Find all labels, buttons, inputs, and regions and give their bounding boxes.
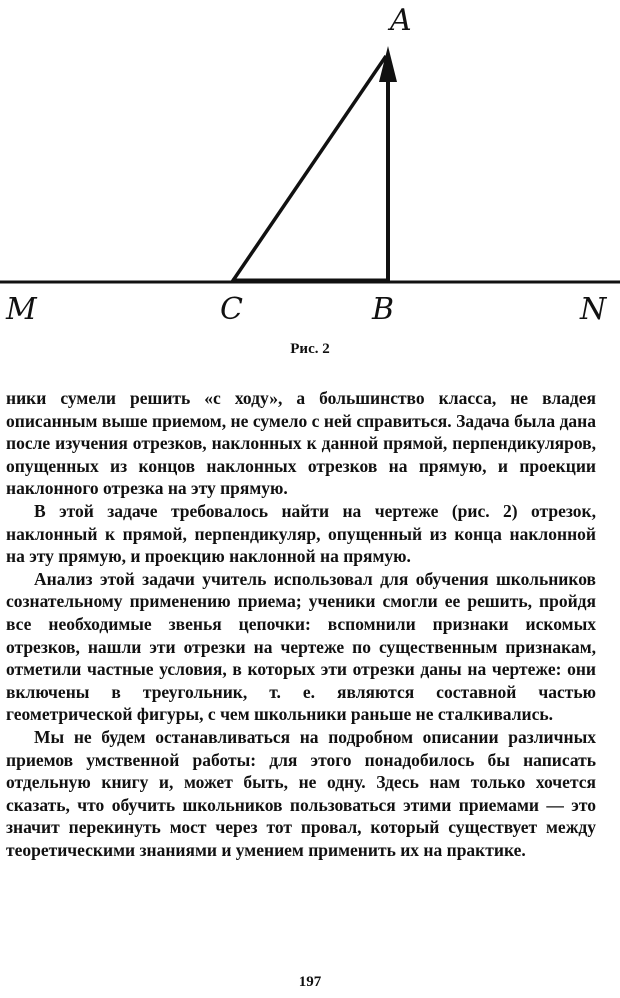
point-label-n: N bbox=[580, 292, 607, 327]
segment-ca bbox=[232, 56, 386, 282]
page-number: 197 bbox=[298, 974, 322, 990]
figure-2 bbox=[0, 0, 620, 327]
point-label-m: M bbox=[6, 292, 37, 327]
figure-caption: Рис. 2 bbox=[290, 341, 330, 357]
paragraph-3: Анализ этой задачи учитель использовал для обучения школьников сознательному применению приема; ученики смогли ее решить, пройдя все необходимые звенья цепочки: вспомнили признаки искомых отрезков, нашли эти отрезки на чертеже по существенным признакам, отметили частные условия, в которых эти отрезки даны на чертеже: они включены в треугольник, т. е. являются составной частью геометрической фигуры, с чем школьники раньше не сталкивались. bbox=[6, 568, 596, 725]
paragraph-4: Мы не будем останавливаться на подробном описании различных приемов умственной работы: для этого понадобилось бы написать отдельную книгу и, может быть, не одну. Здесь нам только хочется сказать, что обучить школьников пользоваться этими приемами — это значит перекинуть мост через тот провал, который существует между теоретическими знаниями и умением применить их на практике. bbox=[6, 726, 596, 860]
body-text bbox=[6, 387, 596, 861]
point-label-b: B bbox=[372, 292, 395, 327]
paragraph-1: ники сумели решить «с ходу», а большинство класса, не владея описанным выше приемом, не сумело с ней справиться. Задача была дана после изучения отрезков, наклонных к данной прямой, перпендикуляров, опущенных из концов наклонных отрезков на прямую, и проекции наклонного отрезка на эту прямую. bbox=[6, 388, 596, 499]
geometry-drawing bbox=[0, 0, 620, 300]
paragraph-2: В этой задаче требовалось найти на чертеже (рис. 2) отрезок, наклонный к прямой, перпендикуляр, опущенный из конца наклонной на эту прямую, и проекцию наклонной на прямую. bbox=[6, 500, 596, 567]
point-label-a: A bbox=[390, 3, 412, 38]
point-label-c: C bbox=[220, 292, 243, 327]
